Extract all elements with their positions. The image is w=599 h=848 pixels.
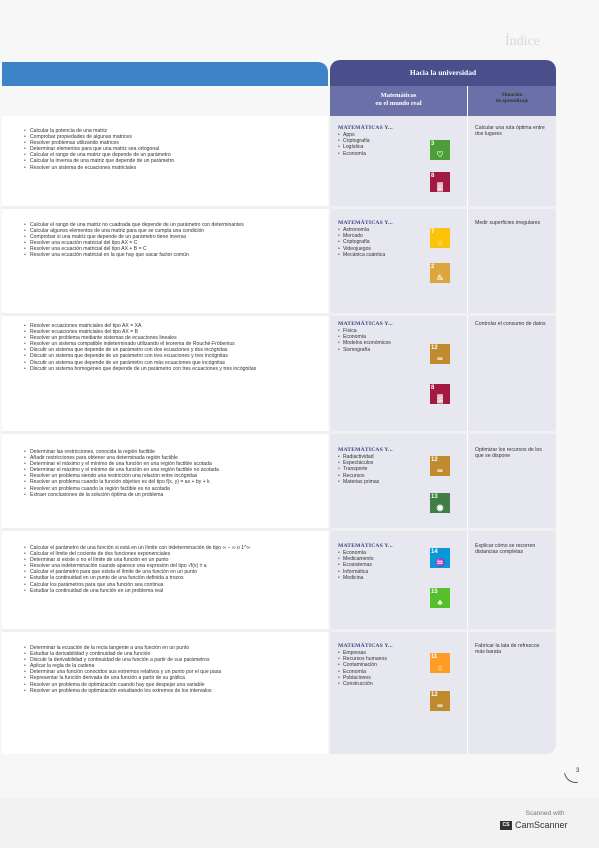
- sdg-number: 3: [431, 141, 435, 147]
- sun-icon: ☼: [436, 238, 444, 247]
- objective-item: • Determinar la ecuación de la recta tangente a una función en un punto: [24, 645, 314, 651]
- objective-item: • Resolver una ecuación matricial del tipo AX = C: [24, 240, 314, 246]
- mat-item: • Recursos humanos: [338, 656, 428, 662]
- objectives-list-4: [24, 449, 314, 498]
- corner-title: Índice: [505, 34, 540, 49]
- sdg-number: 12: [431, 457, 438, 463]
- sdg-number: 2: [431, 264, 435, 270]
- mat-item: • Recursos: [338, 473, 428, 479]
- mat-item: • Construcción: [338, 681, 428, 687]
- mat-items: [338, 550, 428, 581]
- mat-item: • Criptografía: [338, 239, 428, 245]
- header-title: Hacia la universidad: [330, 60, 556, 86]
- mat-title: MATEMÁTICAS Y...: [338, 220, 393, 226]
- page-number: 3: [576, 768, 580, 774]
- mat-block-4: [338, 447, 428, 485]
- sdg-number: 8: [431, 173, 435, 179]
- mat-item: • Transporte: [338, 466, 428, 472]
- mat-title: MATEMÁTICAS Y...: [338, 321, 393, 327]
- situation-text: Calcular una ruta óptima entre dos lugares: [475, 125, 545, 138]
- objective-item: • Calcular la potencia de una matriz: [24, 128, 314, 134]
- mat-block-1: [338, 125, 428, 157]
- mat-item: • Logística: [338, 144, 428, 150]
- objective-item: • Calcular algunos elementos de una matriz para que se cumpla una condición: [24, 228, 314, 234]
- mat-item: • Poblaciones: [338, 675, 428, 681]
- camscanner-icon: CS: [500, 821, 512, 830]
- mat-items: [338, 132, 428, 157]
- mat-item: • Ecosistemas: [338, 562, 428, 568]
- food-bowl-icon: ♨: [436, 273, 444, 282]
- objective-item: • Resolver una indeterminación cuando aparece una expresión del tipo √f(x) ± a: [24, 563, 314, 569]
- mat-block-3: [338, 321, 428, 353]
- objective-item: • Resolver problemas utilizando matrices: [24, 140, 314, 146]
- infinity-icon: ∞: [437, 354, 443, 363]
- situation-text: Optimizar los recursos de los que se dispone: [475, 447, 542, 460]
- objective-item: • Estudiar la continuidad en un punto de una función definida a trozos: [24, 575, 314, 581]
- mat-item: • Empresas: [338, 650, 428, 656]
- mat-item: • Videojuegos: [338, 246, 428, 252]
- bar-chart-icon: ▓: [437, 182, 443, 191]
- objective-item: • Determinar el máximo y el mínimo de una función en una región factible acotada: [24, 461, 314, 467]
- bar-chart-icon: ▓: [437, 394, 443, 403]
- sdg-badge-11: [430, 653, 450, 673]
- mat-item: • Contaminación: [338, 662, 428, 668]
- scanned-with-label: Scanned with: [525, 810, 565, 817]
- objective-item: • Resolver ecuaciones matriciales del tipo AX = B: [24, 329, 314, 335]
- row-divider: [2, 431, 556, 434]
- objective-item: • Discutir un sistema que depende de un parámetro con dos ecuaciones y dos incógnitas: [24, 347, 314, 353]
- column-divider: [467, 86, 468, 754]
- sdg-badge-12: [430, 456, 450, 476]
- objective-item: • Determinar las restricciones, conocida la región factible: [24, 449, 314, 455]
- sdg-badge-3: [430, 140, 450, 160]
- objective-item: • Extraer conclusiones de la solución óptima de un problema: [24, 492, 314, 498]
- mat-item: • Radiactividad: [338, 454, 428, 460]
- objective-item: • Resolver un sistema compatible indeterminado utilizando el teorema de Rouché-Fröbenius: [24, 341, 314, 347]
- col-header-situacion-line2: de aprendizaje: [495, 98, 529, 105]
- col-header-matematicas-line2: en el mundo real: [375, 100, 422, 107]
- objective-item: • Calcular el límite del cociente de dos funciones exponenciales: [24, 551, 314, 557]
- objective-item: • Resolver ecuaciones matriciales del tipo AX = XA: [24, 323, 314, 329]
- mat-item: • Modelos económicos: [338, 340, 428, 346]
- sdg-badge-12: [430, 344, 450, 364]
- mat-items: [338, 650, 428, 687]
- objective-item: • Discutir un sistema que depende de un parámetro con más ecuaciones que incógnitas: [24, 360, 314, 366]
- row-divider: [2, 528, 556, 531]
- objectives-list-1: [24, 128, 314, 171]
- mat-item: • Informática: [338, 569, 428, 575]
- fish-icon: ♒: [435, 558, 445, 567]
- mat-item: • Física: [338, 328, 428, 334]
- sdg-number: 12: [431, 345, 438, 351]
- situation-text: Fabricar la lata de refrescos más barata: [475, 643, 540, 656]
- objective-item: • Discutir la derivabilidad y continuidad de una función a partir de sus parámetros: [24, 657, 314, 663]
- mat-items: [338, 328, 428, 353]
- mat-block-2: [338, 220, 428, 258]
- objective-item: • Representar la función derivada de una función a partir de su gráfica: [24, 675, 314, 681]
- mat-block-5: [338, 543, 428, 581]
- mat-item: • Criptografía: [338, 138, 428, 144]
- objective-item: • Añadir restricciones para obtener una determinada región factible: [24, 455, 314, 461]
- objectives-list-3: [24, 323, 314, 372]
- objective-item: • Determinar el máximo y el mínimo de una función en una región factible no acotada: [24, 467, 314, 473]
- mat-item: • Sismografía: [338, 347, 428, 353]
- objectives-list-2: [24, 222, 314, 259]
- objectives-list-5: [24, 545, 314, 594]
- sdg-badge-2: [430, 263, 450, 283]
- sdg-number: 14: [431, 549, 438, 555]
- row-divider: [2, 313, 556, 316]
- tree-icon: ♣: [437, 598, 443, 607]
- infinity-icon: ∞: [437, 701, 443, 710]
- mat-item: • Mercado: [338, 233, 428, 239]
- objective-item: • Discutir un sistema homogéneo que depende de un parámetro con tres ecuaciones y tres incógnitas: [24, 366, 314, 372]
- objective-item: • Calcular el rango de una matriz no cuadrada que depende de un parámetro con determinantes: [24, 222, 314, 228]
- mat-title: MATEMÁTICAS Y...: [338, 643, 393, 649]
- mat-item: • Espectáculos: [338, 460, 428, 466]
- situation-text: Explicar cómo se recorren distancias completas: [475, 543, 536, 556]
- objective-item: • Resolver un problema de optimización estudiando los extremos de los intervalos: [24, 688, 314, 694]
- mat-items: [338, 454, 428, 485]
- sdg-number: 11: [431, 654, 438, 660]
- objective-item: • Discutir un sistema que depende de un parámetro con tres ecuaciones y tres incógnitas: [24, 353, 314, 359]
- situation-text: Controlar el consumo de datos: [475, 321, 546, 327]
- objective-item: • Resolver una ecuación matricial en la que hay que sacar factor común: [24, 252, 314, 258]
- objective-item: • Calcular la inversa de una matriz que depende de un parámetro: [24, 158, 314, 164]
- mat-item: • Economía: [338, 550, 428, 556]
- mat-item: • Medicamento: [338, 556, 428, 562]
- objective-item: • Determinar si existe o no el límite de una función en un punto: [24, 557, 314, 563]
- mat-item: • Economía: [338, 334, 428, 340]
- sdg-badge-7: [430, 228, 450, 248]
- objective-item: • Resolver un problema mediante sistemas de ecuaciones lineales: [24, 335, 314, 341]
- row-divider: [2, 629, 556, 632]
- objective-item: • Comprobar si una matriz que depende de un parámetro tiene inversa: [24, 234, 314, 240]
- col-header-matematicas: [330, 86, 467, 116]
- sdg-number: 7: [431, 229, 435, 235]
- situation-text: Medir superficies irregulares: [475, 220, 541, 226]
- objective-item: • Resolver un sistema de ecuaciones matriciales: [24, 165, 314, 171]
- camscanner-name: CamScanner: [515, 820, 568, 830]
- heartbeat-icon: ♡: [436, 150, 444, 159]
- eye-icon: ◉: [436, 503, 444, 512]
- objective-item: • Resolver un problema cuando la función objetivo es del tipo f(x, y) = ax + by + k: [24, 479, 314, 485]
- sdg-number: 15: [431, 589, 438, 595]
- scanner-watermark: [500, 810, 590, 840]
- sdg-badge-8: [430, 384, 450, 404]
- city-icon: ⌂: [437, 663, 443, 672]
- row-divider: [2, 206, 556, 209]
- objective-item: • Resolver un problema de optimización cuando hay que despejar una variable: [24, 682, 314, 688]
- col-header-situacion-line1: Situación: [501, 92, 523, 98]
- sdg-number: 13: [431, 494, 438, 500]
- mat-item: • Mecánica cuántica: [338, 252, 428, 258]
- col-header-matematicas-line1: Matemáticas: [380, 92, 417, 99]
- objective-item: • Determinar elementos para que una matriz sea ortogonal: [24, 146, 314, 152]
- objective-item: • Estudiar la derivabilidad y continuidad de una función: [24, 651, 314, 657]
- infinity-icon: ∞: [437, 466, 443, 475]
- mat-item: • Economía: [338, 151, 428, 157]
- sdg-badge-8: [430, 172, 450, 192]
- header-left-band: [2, 62, 328, 86]
- mat-item: • Economía: [338, 669, 428, 675]
- mat-item: • Astronomía: [338, 227, 428, 233]
- sdg-badge-14: [430, 548, 450, 568]
- objective-item: • Resolver una ecuación matricial del tipo AX + B = C: [24, 246, 314, 252]
- sdg-number: 8: [431, 385, 435, 391]
- objective-item: • Determinar una función conocidos sus extremos relativos y un punto por el que pasa: [24, 669, 314, 675]
- objectives-list-6: [24, 645, 314, 694]
- col-header-situacion: [468, 86, 556, 116]
- objective-item: • Calcular el parámetro de una función si está en un límite con indeterminación de tipo ∞ − ∞ o 1^∞: [24, 545, 314, 551]
- objective-item: • Resolver un problema cuando la región factible es no acotada: [24, 486, 314, 492]
- mat-title: MATEMÁTICAS Y...: [338, 125, 393, 131]
- mat-title: MATEMÁTICAS Y...: [338, 543, 393, 549]
- sdg-badge-13: [430, 493, 450, 513]
- mat-item: • Apps: [338, 132, 428, 138]
- mat-item: • Medicina: [338, 575, 428, 581]
- objective-item: • Calcular el rango de una matriz que depende de un parámetro: [24, 152, 314, 158]
- camscanner-logo: [500, 820, 590, 830]
- sdg-number: 12: [431, 692, 438, 698]
- mat-block-6: [338, 643, 428, 687]
- sdg-badge-15: [430, 588, 450, 608]
- objective-item: • Aplicar la regla de la cadena: [24, 663, 314, 669]
- objective-item: • Calcular el parámetro para que exista el límite de una función en un punto: [24, 569, 314, 575]
- mat-item: • Materias primas: [338, 479, 428, 485]
- sdg-badge-12: [430, 691, 450, 711]
- objective-item: • Comprobar propiedades de algunas matrices: [24, 134, 314, 140]
- objective-item: • Calcular los parámetros para que una función sea continua: [24, 582, 314, 588]
- mat-items: [338, 227, 428, 258]
- objective-item: • Resolver un problema siendo una restricción una relación entre incógnitas: [24, 473, 314, 479]
- objective-item: • Estudiar la continuidad de una función en un problema real: [24, 588, 314, 594]
- mat-title: MATEMÁTICAS Y...: [338, 447, 393, 453]
